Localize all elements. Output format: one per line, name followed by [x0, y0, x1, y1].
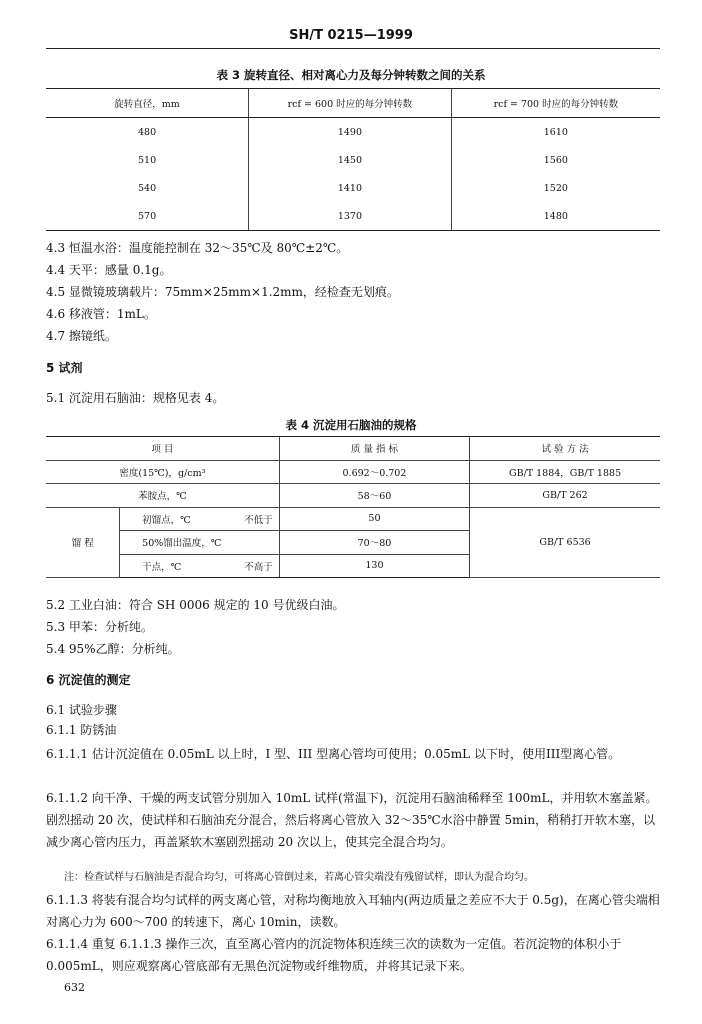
table3-caption: 表 3 旋转直径、相对离心力及每分钟转数之间的关系 — [216, 68, 486, 82]
table-cell: GB/T 6536 — [470, 507, 660, 578]
table-row — [46, 507, 660, 531]
table-cell: 0.692～0.702 — [279, 460, 469, 484]
cell-label: 干点，℃ — [142, 561, 182, 573]
table-cell: GB/T 262 — [470, 484, 660, 508]
para-6-1-1-4: 6.1.1.4 重复 6.1.1.3 操作三次，直至离心管内的沉淀物体积连续三次的读数为一定值。若沉淀物的体积小于 0.005mL，则应观察离心管底部有无黑色沉淀物或纤维物质，并将其记录下来。 — [46, 937, 622, 973]
table-cell: 1520 — [451, 174, 660, 202]
page-number: 632 — [64, 981, 85, 994]
table-cell: 58～60 — [279, 484, 469, 508]
table-row — [46, 460, 660, 484]
table4-header-cell: 试 验 方 法 — [470, 437, 660, 461]
table-cell — [120, 507, 280, 531]
cell-qualifier: 不低于 — [244, 514, 273, 526]
table3 — [46, 88, 660, 231]
table-row — [46, 118, 660, 147]
item-5-2: 5.2 工业白油：符合 SH 0006 规定的 10 号优级白油。 — [46, 598, 345, 612]
table-cell: 480 — [137, 126, 157, 138]
section-6-1-1: 6.1.1 防锈油 — [46, 723, 117, 737]
table3-header-cell: rcf = 700 时应的每分钟转数 — [451, 89, 660, 118]
table-cell: 130 — [279, 554, 469, 578]
section-6-title: 6 沉淀值的测定 — [46, 673, 131, 687]
para-6-1-1-2: 6.1.1.2 向干净、干燥的两支试管分别加入 10mL 试样(常温下)，沉淀用石脑油稀释至 100mL，并用软木塞盖紧。剧烈摇动 20 次，使试样和石脑油充分混合，然后将离心管放入 32～35℃水浴中静置 5min，稍稍打开软木塞，以减少离心管内压力，再盖紧软木塞剧烈摇动 20 次以上，使其完全混合均匀。 — [46, 791, 658, 849]
para-6-1-1-3: 6.1.1.3 将装有混合均匀试样的两支离心管，对称均衡地放入耳轴内(两边质量之差应不大于 0.5g)，在离心管尖端相对离心力为 600～700 的转速下，离心 10min，读数。 — [46, 893, 660, 929]
table-cell: 1410 — [249, 174, 452, 202]
table4-caption: 表 4 沉淀用石脑油的规格 — [285, 418, 417, 432]
document-header: SH/T 0215—1999 — [289, 28, 413, 43]
item-5-1: 5.1 沉淀用石脑油：规格见表 4。 — [46, 391, 225, 405]
section-6-1: 6.1 试验步骤 — [46, 703, 117, 717]
table-cell: 570 — [46, 202, 249, 231]
item-4-4: 4.4 天平：感量 0.1g。 — [46, 263, 172, 277]
table4-header-cell: 项 目 — [46, 437, 279, 461]
table-cell: 苯胺点，℃ — [46, 484, 279, 508]
table-row — [46, 484, 660, 508]
table-cell: 1490 — [249, 118, 452, 147]
table-cell: 1610 — [451, 118, 660, 147]
header-rule — [46, 48, 660, 49]
table-cell: 1560 — [451, 146, 660, 174]
table-cell: 540 — [137, 182, 157, 194]
item-4-6: 4.6 移液管：1mL。 — [46, 307, 156, 321]
table3-header-row — [46, 89, 660, 118]
table-cell: 50 — [279, 507, 469, 531]
table-row — [46, 202, 660, 231]
table-cell: 510 — [137, 154, 157, 166]
table-cell: 50%馏出温度，℃ — [120, 531, 280, 555]
table4 — [46, 436, 660, 578]
table-cell: 密度(15℃)，g/cm³ — [46, 460, 279, 484]
cell-label: 初馏点，℃ — [142, 514, 191, 526]
table-cell: 1450 — [249, 146, 452, 174]
table-cell — [120, 554, 280, 578]
table-row — [46, 174, 660, 202]
item-4-3: 4.3 恒温水浴：温度能控制在 32～35℃及 80℃±2℃。 — [46, 241, 349, 255]
cell-qualifier: 不高于 — [244, 561, 273, 573]
item-4-5: 4.5 显微镜玻璃载片：75mm×25mm×1.2mm，经检查无划痕。 — [46, 285, 399, 299]
table-cell: 1480 — [451, 202, 660, 231]
table3-header-cell: 旋转直径，mm — [46, 89, 249, 118]
para-6-1-1-1: 6.1.1.1 估计沉淀值在 0.05mL 以上时，I 型、III 型离心管均可使用；0.05mL 以下时，使用III型离心管。 — [46, 747, 621, 761]
item-4-7: 4.7 擦镜纸。 — [46, 329, 117, 343]
section-5-title: 5 试剂 — [46, 361, 83, 375]
table-cell: GB/T 1884，GB/T 1885 — [470, 460, 660, 484]
table-cell: 1370 — [249, 202, 452, 231]
table4-header-cell: 质 量 指 标 — [279, 437, 469, 461]
item-5-3: 5.3 甲苯：分析纯。 — [46, 620, 153, 634]
note: 注：检查试样与石脑油是否混合均匀，可将离心管倒过来，若离心管尖端没有残留试样，即认为混合均匀。 — [64, 872, 534, 883]
table-cell: 馏 程 — [46, 507, 120, 578]
table-row — [46, 146, 660, 174]
item-5-4: 5.4 95%乙醇：分析纯。 — [46, 642, 180, 656]
table3-header-cell: rcf = 600 时应的每分钟转数 — [249, 89, 452, 118]
table4-header-row — [46, 437, 660, 461]
table-cell: 70～80 — [279, 531, 469, 555]
